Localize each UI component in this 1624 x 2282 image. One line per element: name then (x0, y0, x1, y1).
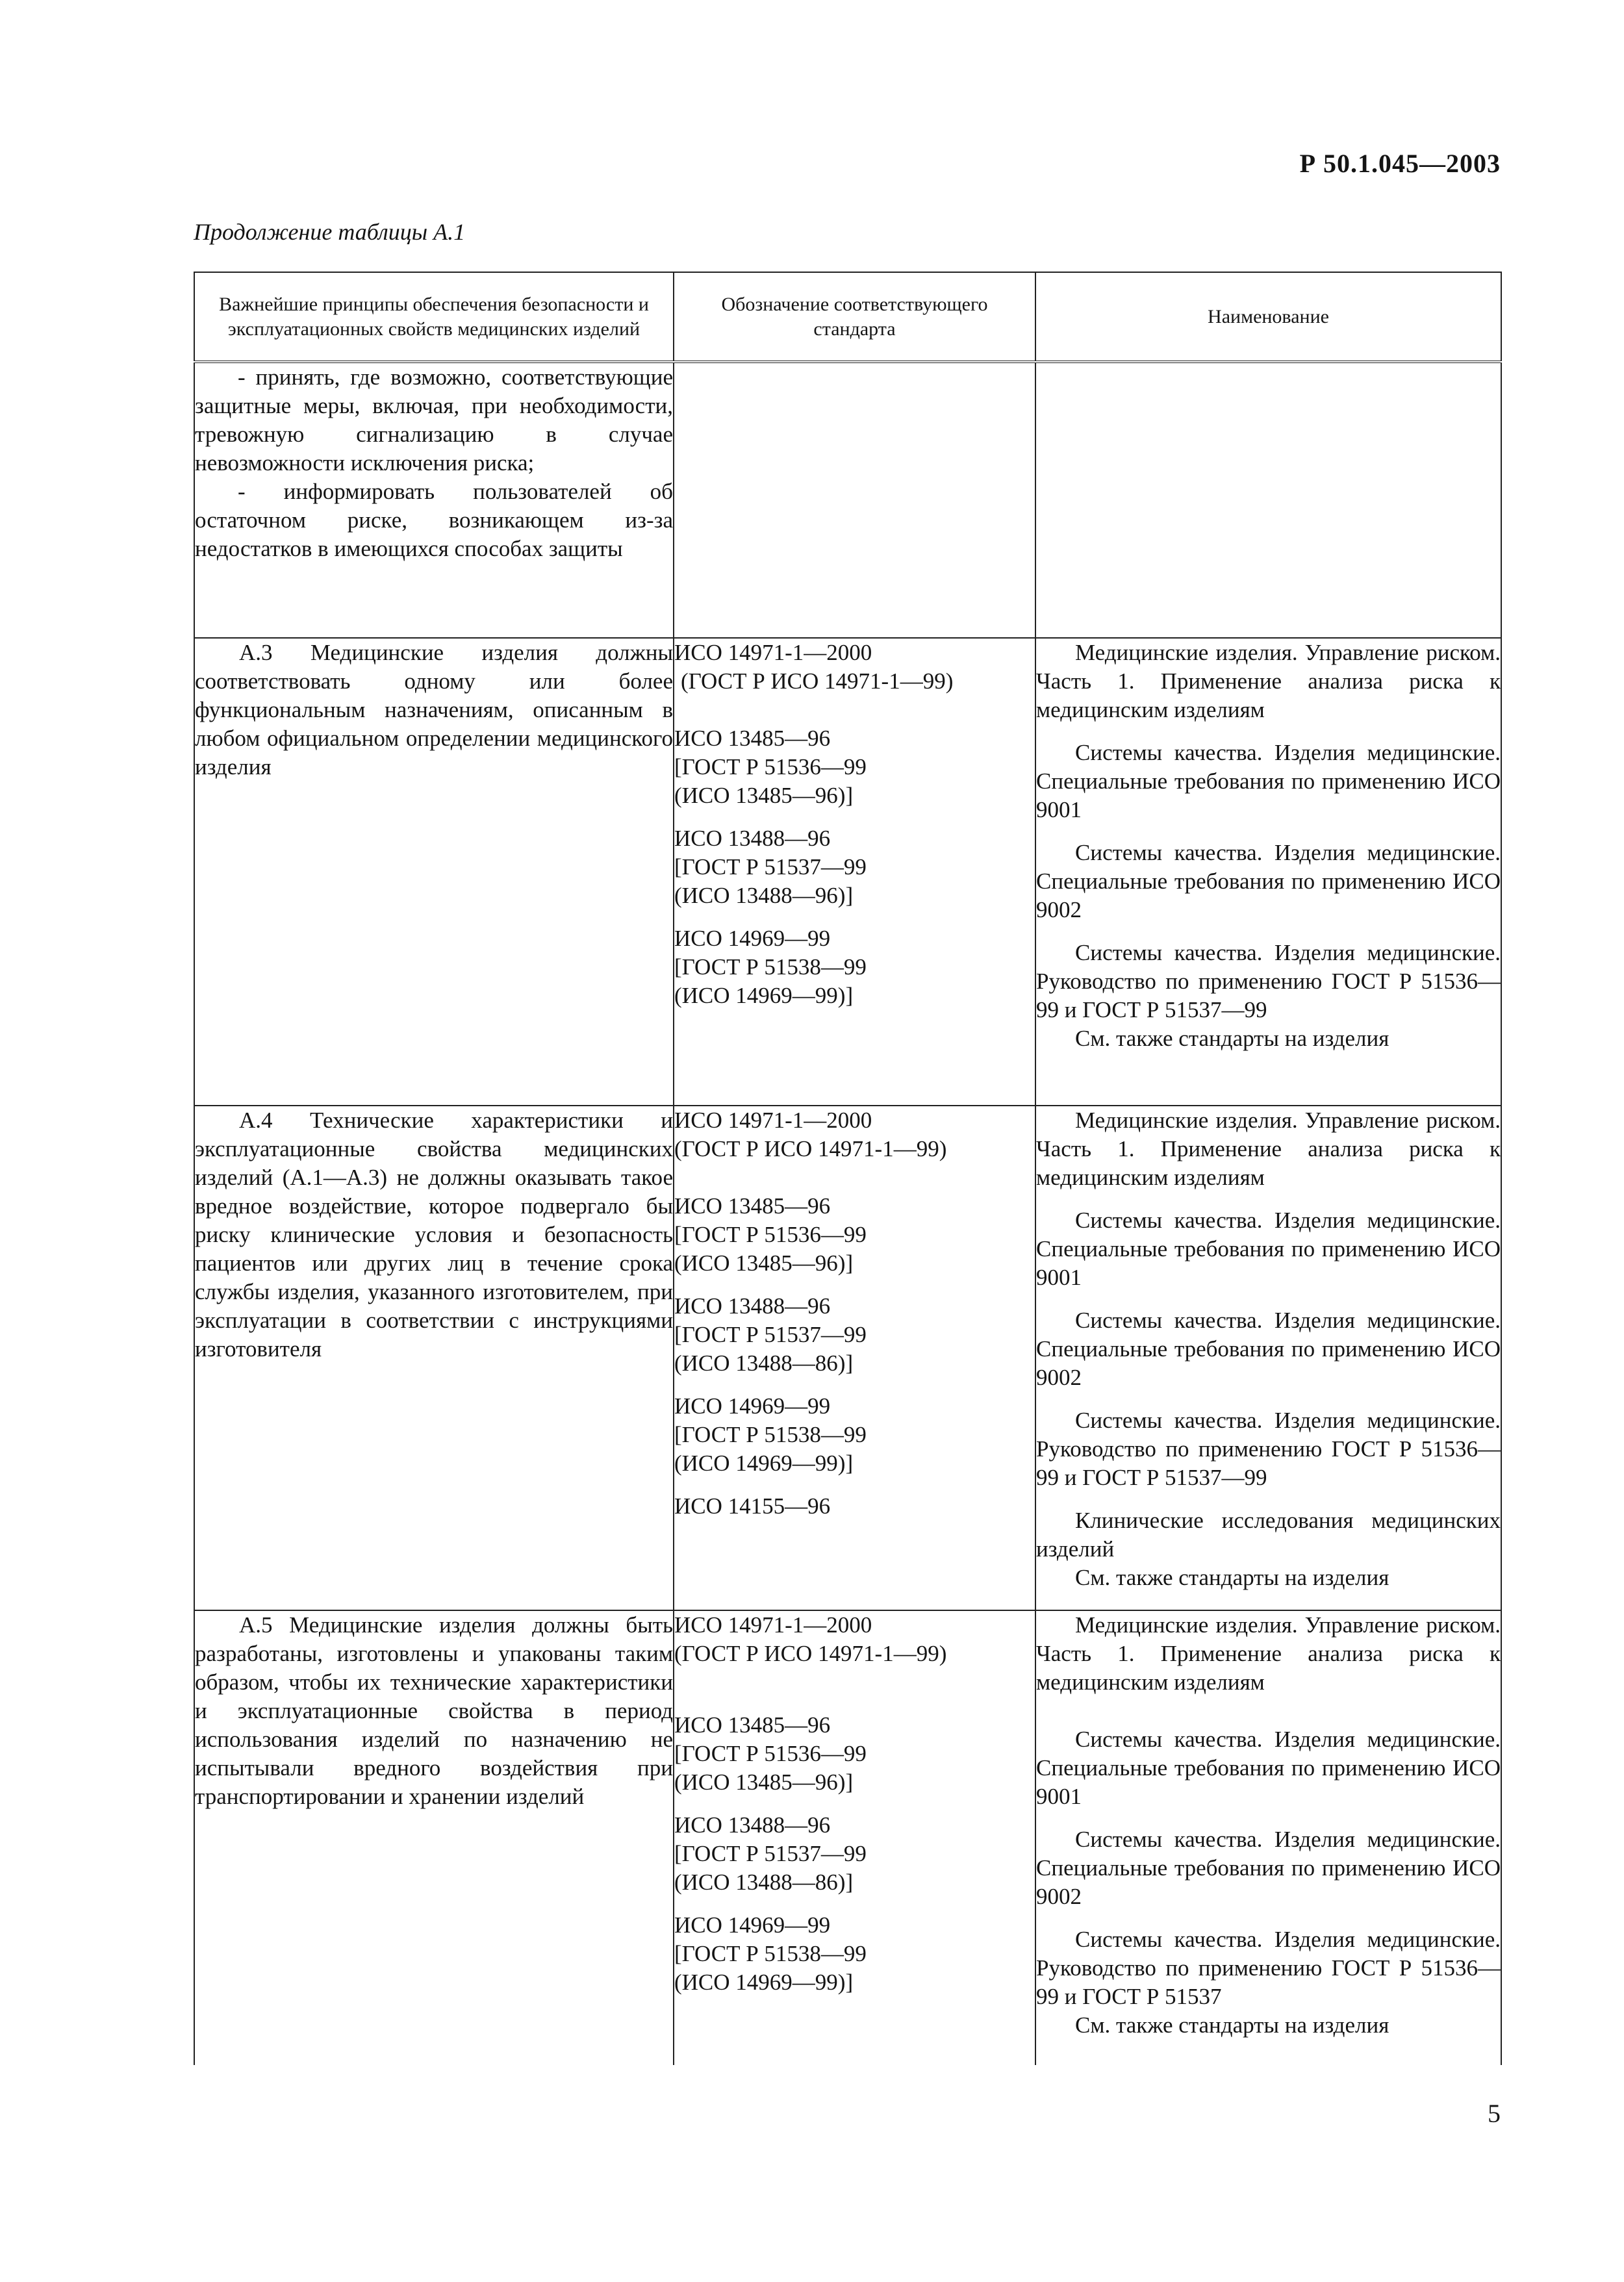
standard-name-entry (1036, 1206, 1501, 1292)
standard-name-entry (1036, 939, 1501, 1024)
standard-designation: (ГОСТ Р ИСО 14971-1—99) (674, 1136, 947, 1161)
standard-name-entry (1036, 1506, 1501, 1564)
principle-text: - принять, где возможно, соответствующие защитные меры, включая, при необходимости, тревожную сигнализацию в случае невозможности исключения риска; (195, 364, 673, 475)
standard-entry (674, 1106, 1035, 1178)
standard-name-entry (1036, 839, 1501, 924)
standard-name-entry (1036, 739, 1501, 824)
standard-designation: ИСО 14971-1—2000 (674, 1612, 872, 1638)
standard-designation: ИСО 13488—96 (674, 826, 831, 851)
standard-designation: [ГОСТ Р 51536—99 (674, 1222, 867, 1247)
principle-text: А.4 Технические характеристики и эксплуатационные свойства медицинских изделий (А.1—А.3) не должны оказывать такое вредное воздействие, которое подвергало бы риску клинические условия и безопасность пациентов или других лиц в течение срока службы изделия, указанного изготовителем, при эксплуатации в соответствии с инструкциями изготовителя (195, 1108, 673, 1362)
standard-name: Системы качества. Изделия медицинские. Специальные требования по применению ИСО 9001 (1036, 1208, 1501, 1290)
name-cell (1035, 1106, 1501, 1610)
standard-name: Системы качества. Изделия медицинские. Руководство по применению ГОСТ Р 51536—99 и ГОСТ Р 51537—99 (1036, 1408, 1501, 1490)
standard-designation: (ИСО 13488—86)] (674, 1350, 854, 1376)
see-also-note: См. также стандарты на изделия (1075, 2012, 1389, 2038)
standard-designation: (ИСО 14969—99)] (674, 1970, 854, 1995)
standard-designation: [ГОСТ Р 51536—99 (674, 754, 867, 780)
standard-designation: ИСО 14969—99 (674, 926, 831, 951)
standard-entry (674, 1292, 1035, 1378)
standard-entry (674, 1492, 1035, 1521)
standard-name: Системы качества. Изделия медицинские. Специальные требования по применению ИСО 9002 (1036, 840, 1501, 922)
standard-designation: [ГОСТ Р 51536—99 (674, 1741, 867, 1766)
standard-name-entry (1036, 1725, 1501, 1811)
standard-designation: (ИСО 13485—96)] (674, 1250, 854, 1276)
standard-designation: ИСО 14971-1—2000 (674, 1108, 872, 1133)
standard-entry (674, 1392, 1035, 1478)
table-continuation-caption: Продолжение таблицы А.1 (194, 219, 466, 245)
standard-designation: (ИСО 13485—96)] (674, 783, 854, 808)
standard-name-entry (1036, 1306, 1501, 1392)
principle-cell (194, 638, 674, 1106)
standard-entry (674, 1192, 1035, 1278)
standard-name: Медицинские изделия. Управление риском. Часть 1. Применение анализа риска к медицинским изделиям (1036, 1612, 1501, 1695)
standard-designation: ИСО 14971-1—2000 (674, 640, 872, 665)
standard-name-entry (1036, 1106, 1501, 1192)
table-header-row (194, 272, 1501, 362)
standard-name: Системы качества. Изделия медицинские. Специальные требования по применению ИСО 9002 (1036, 1827, 1501, 1909)
table-row (194, 638, 1501, 1106)
standard-designation: [ГОСТ Р 51538—99 (674, 1422, 867, 1447)
standard-name: Системы качества. Изделия медицинские. Специальные требования по применению ИСО 9002 (1036, 1308, 1501, 1390)
document-code: Р 50.1.045—2003 (1299, 149, 1501, 178)
standard-designation: ИСО 14969—99 (674, 1912, 831, 1938)
page-number: 5 (1488, 2099, 1501, 2128)
see-also-note: См. также стандарты на изделия (1075, 1565, 1389, 1590)
principle-text: А.5 Медицинские изделия должны быть разработаны, изготовлены и упакованы таким образом, чтобы их технические характеристики и эксплуатационные свойства в период использования изделий по назначению не испытывали вредного воздействия при транспортировании и хранении изделий (195, 1612, 673, 1809)
standard-designation: ИСО 13485—96 (674, 1712, 831, 1738)
standard-designation: (ИСО 13488—86)] (674, 1870, 854, 1895)
standard-entry (674, 1811, 1035, 1897)
standard-designation: ИСО 13488—96 (674, 1293, 831, 1319)
see-also-note: См. также стандарты на изделия (1075, 1026, 1389, 1051)
principle-cell (194, 1106, 674, 1610)
standard-designation: [ГОСТ Р 51537—99 (674, 1841, 867, 1866)
name-cell (1035, 638, 1501, 1106)
standard-designation: ИСО 13485—96 (674, 726, 831, 751)
standard-cell (674, 638, 1035, 1106)
standard-designation: [ГОСТ Р 51538—99 (674, 954, 867, 980)
standard-name-entry (1036, 1925, 1501, 2011)
standard-designation: (ГОСТ Р ИСО 14971-1—99) (681, 668, 954, 694)
standard-cell (674, 1610, 1035, 2065)
standard-designation: ИСО 14155—96 (674, 1493, 831, 1519)
standard-name: Медицинские изделия. Управление риском. Часть 1. Применение анализа риска к медицинским изделиям (1036, 640, 1501, 722)
standard-cell (674, 362, 1035, 638)
standard-designation: (ИСО 13485—96)] (674, 1769, 854, 1795)
principle-cell (194, 362, 674, 638)
standard-designation: (ИСО 14969—99)] (674, 983, 854, 1008)
name-cell (1035, 1610, 1501, 2065)
standard-name: Системы качества. Изделия медицинские. Специальные требования по применению ИСО 9001 (1036, 740, 1501, 822)
table-row (194, 1106, 1501, 1610)
standard-designation: (ИСО 13488—96)] (674, 883, 854, 908)
standard-entry (674, 824, 1035, 910)
standard-name: Клинические исследования медицинских изделий (1036, 1508, 1501, 1562)
standard-name-entry (1036, 1611, 1501, 1711)
standard-name-entry (1036, 1825, 1501, 1911)
table-row (194, 362, 1501, 638)
standard-designation: ИСО 13488—96 (674, 1812, 831, 1838)
name-cell (1035, 362, 1501, 638)
standard-name: Медицинские изделия. Управление риском. Часть 1. Применение анализа риска к медицинским изделиям (1036, 1108, 1501, 1190)
standard-designation: ИСО 13485—96 (674, 1193, 831, 1219)
col-header-standard: Обозначение соответствующего стандарта (674, 272, 1035, 362)
standard-entry (674, 924, 1035, 1010)
standard-designation: [ГОСТ Р 51538—99 (674, 1941, 867, 1966)
standard-name: Системы качества. Изделия медицинские. Руководство по применению ГОСТ Р 51536—99 и ГОСТ Р 51537—99 (1036, 940, 1501, 1022)
standard-entry (674, 1711, 1035, 1797)
col-header-principles: Важнейшие принципы обеспечения безопасности и эксплуатационных свойств медицинских изделий (194, 272, 674, 362)
standard-entry (674, 1611, 1035, 1697)
standard-name: Системы качества. Изделия медицинские. Руководство по применению ГОСТ Р 51536—99 и ГОСТ Р 51537 (1036, 1927, 1501, 2009)
principle-text: - информировать пользователей об остаточном риске, возникающем из-за недостатков в имеющихся способах защиты (195, 479, 673, 561)
standard-entry (674, 1911, 1035, 1997)
standards-table (194, 272, 1502, 2065)
standard-designation: [ГОСТ Р 51537—99 (674, 1322, 867, 1347)
table-row (194, 1610, 1501, 2065)
standard-name: Системы качества. Изделия медицинские. Специальные требования по применению ИСО 9001 (1036, 1727, 1501, 1809)
standard-designation: ИСО 14969—99 (674, 1393, 831, 1419)
principle-text: А.3 Медицинские изделия должны соответствовать одному или более функциональным назначениям, описанным в любом официальном определении медицинского изделия (195, 640, 673, 780)
standard-name-entry (1036, 1406, 1501, 1492)
principle-cell (194, 1610, 674, 2065)
standard-entry (674, 639, 1035, 710)
standard-designation: [ГОСТ Р 51537—99 (674, 854, 867, 880)
standard-cell (674, 1106, 1035, 1610)
standard-name-entry (1036, 639, 1501, 724)
col-header-name: Наименование (1035, 272, 1501, 362)
standard-designation: (ГОСТ Р ИСО 14971-1—99) (674, 1641, 947, 1666)
standard-entry (674, 724, 1035, 810)
standard-designation: (ИСО 14969—99)] (674, 1451, 854, 1476)
